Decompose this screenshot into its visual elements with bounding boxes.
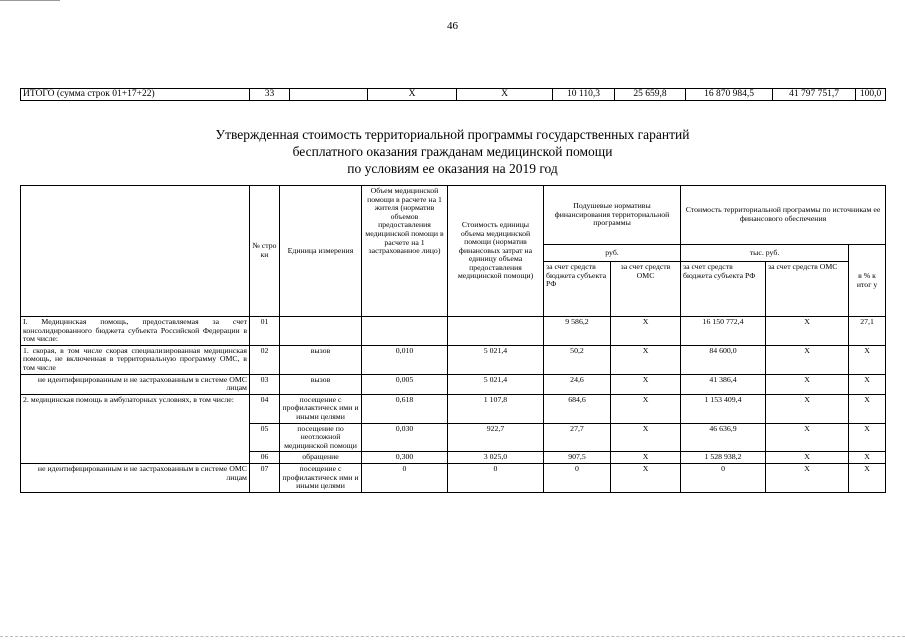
header-unit: Единица измерения — [280, 186, 362, 317]
row-oms-rub: X — [611, 394, 681, 423]
total-c3: X — [457, 89, 553, 101]
row-oms-rub: X — [611, 345, 681, 374]
row-label: 2. медицинская помощь в амбулаторных условиях, в том числе: — [21, 394, 250, 463]
header-thous-rub: тыс. руб. — [681, 245, 849, 262]
total-num: 33 — [250, 89, 290, 101]
table-row — [21, 463, 886, 492]
scan-edge-mark — [0, 0, 60, 4]
row-cost: 5 021,4 — [448, 374, 544, 394]
row-percent: X — [849, 374, 886, 394]
row-label: не идентифицированным и не застрахованным в системе ОМС лицам — [21, 374, 250, 394]
row-volume — [362, 317, 448, 346]
row-cost: 0 — [448, 463, 544, 492]
row-oms-thous: X — [766, 345, 849, 374]
row-num: 02 — [250, 345, 280, 374]
row-unit — [280, 317, 362, 346]
header-volume: Объем медицинской помощи в расчете на 1 жителя (норматив объемов предоставления медицинской помощи в расчете на 1 застрахованное лицо) — [362, 186, 448, 317]
total-c8: 100,0 — [856, 89, 886, 101]
row-percent: X — [849, 423, 886, 452]
row-volume: 0,300 — [362, 452, 448, 464]
row-unit: посещение с профилактическ ими и иными целями — [280, 463, 362, 492]
row-budget-rub: 27,7 — [544, 423, 611, 452]
header-empty — [21, 186, 250, 317]
document-title — [0, 126, 905, 177]
totals-table — [20, 88, 886, 101]
cost-table — [20, 185, 886, 493]
table-row — [21, 374, 886, 394]
title-line-3: по условиям ее оказания на 2019 год — [347, 161, 558, 176]
total-c6: 16 870 984,5 — [686, 89, 773, 101]
row-oms-thous: X — [766, 423, 849, 452]
row-label: I. Медицинская помощь, предоставляемая за счет консолидированного бюджета субъекта Российской Федерации в том числе: — [21, 317, 250, 346]
row-volume: 0,030 — [362, 423, 448, 452]
row-budget-rub: 9 586,2 — [544, 317, 611, 346]
row-cost — [448, 317, 544, 346]
row-oms-thous: X — [766, 463, 849, 492]
row-budget-rub: 684,6 — [544, 394, 611, 423]
row-cost: 922,7 — [448, 423, 544, 452]
row-oms-rub: X — [611, 317, 681, 346]
total-c7: 41 797 751,7 — [773, 89, 856, 101]
row-percent: X — [849, 452, 886, 464]
row-budget-thous: 0 — [681, 463, 766, 492]
row-unit: вызов — [280, 374, 362, 394]
row-budget-thous: 46 636,9 — [681, 423, 766, 452]
header-cost-total: Стоимость территориальной программы по источникам ее финансового обеспечения — [681, 186, 886, 245]
row-unit: посещение с профилактическ ими и иными целями — [280, 394, 362, 423]
total-c5: 25 659,8 — [615, 89, 686, 101]
row-oms-rub: X — [611, 452, 681, 464]
total-row — [21, 89, 886, 101]
row-budget-thous: 41 386,4 — [681, 374, 766, 394]
row-volume: 0 — [362, 463, 448, 492]
row-num: 07 — [250, 463, 280, 492]
row-label: не идентифицированным и не застрахованным в системе ОМС лицам — [21, 463, 250, 492]
row-percent: X — [849, 345, 886, 374]
row-cost: 1 107,8 — [448, 394, 544, 423]
row-cost: 5 021,4 — [448, 345, 544, 374]
header-budget-rub: за счет средств бюджета субъекта РФ — [544, 262, 611, 317]
row-budget-rub: 50,2 — [544, 345, 611, 374]
total-c4: 10 110,3 — [553, 89, 615, 101]
title-line-2: бесплатного оказания гражданам медицинской помощи — [292, 144, 613, 159]
row-volume: 0,618 — [362, 394, 448, 423]
row-budget-rub: 0 — [544, 463, 611, 492]
row-budget-thous: 84 600,0 — [681, 345, 766, 374]
row-percent: X — [849, 394, 886, 423]
row-unit: вызов — [280, 345, 362, 374]
page-number: 46 — [447, 20, 458, 32]
row-oms-thous: X — [766, 394, 849, 423]
header-row-1 — [21, 186, 886, 245]
row-oms-rub: X — [611, 463, 681, 492]
row-budget-rub: 907,5 — [544, 452, 611, 464]
header-num: № стро ки — [250, 186, 280, 317]
title-line-1: Утвержденная стоимость территориальной программы государственных гарантий — [215, 127, 690, 142]
row-num: 06 — [250, 452, 280, 464]
row-num: 04 — [250, 394, 280, 423]
header-cost-unit: Стоимость единицы объема медицинской помощи (норматив финансовых затрат на единицу объема предоставления медицинской помощи) — [448, 186, 544, 317]
header-percent: в % к итог у — [849, 245, 886, 317]
row-budget-rub: 24,6 — [544, 374, 611, 394]
table-row — [21, 345, 886, 374]
total-c1 — [290, 89, 368, 101]
row-budget-thous: 1 153 409,4 — [681, 394, 766, 423]
total-c2: X — [368, 89, 457, 101]
row-volume: 0,010 — [362, 345, 448, 374]
row-num: 03 — [250, 374, 280, 394]
row-label: 1. скорая, в том числе скорая специализированная медицинская помощь, не включенная в территориальную программу ОМС, в том числе — [21, 345, 250, 374]
scan-bottom-edge — [0, 636, 905, 637]
row-cost: 3 025,0 — [448, 452, 544, 464]
header-oms-rub: за счет средств ОМС — [611, 262, 681, 317]
header-budget-thous: за счет средств бюджета субъекта РФ — [681, 262, 766, 317]
header-rub: руб. — [544, 245, 681, 262]
row-oms-rub: X — [611, 374, 681, 394]
row-percent: 27,1 — [849, 317, 886, 346]
row-unit: обращение — [280, 452, 362, 464]
row-volume: 0,005 — [362, 374, 448, 394]
row-unit: посещение по неотложной медицинской помощи — [280, 423, 362, 452]
row-oms-thous: X — [766, 452, 849, 464]
header-oms-thous: за счет средств ОМС — [766, 262, 849, 317]
row-oms-thous: X — [766, 317, 849, 346]
row-num: 05 — [250, 423, 280, 452]
table-row — [21, 317, 886, 346]
row-budget-thous: 16 150 772,4 — [681, 317, 766, 346]
row-percent: X — [849, 463, 886, 492]
table-row — [21, 394, 886, 423]
row-oms-rub: X — [611, 423, 681, 452]
row-oms-thous: X — [766, 374, 849, 394]
row-num: 01 — [250, 317, 280, 346]
row-budget-thous: 1 528 938,2 — [681, 452, 766, 464]
total-label: ИТОГО (сумма строк 01+17+22) — [21, 89, 250, 101]
header-percap: Подушевые нормативы финансирования территориальной программы — [544, 186, 681, 245]
